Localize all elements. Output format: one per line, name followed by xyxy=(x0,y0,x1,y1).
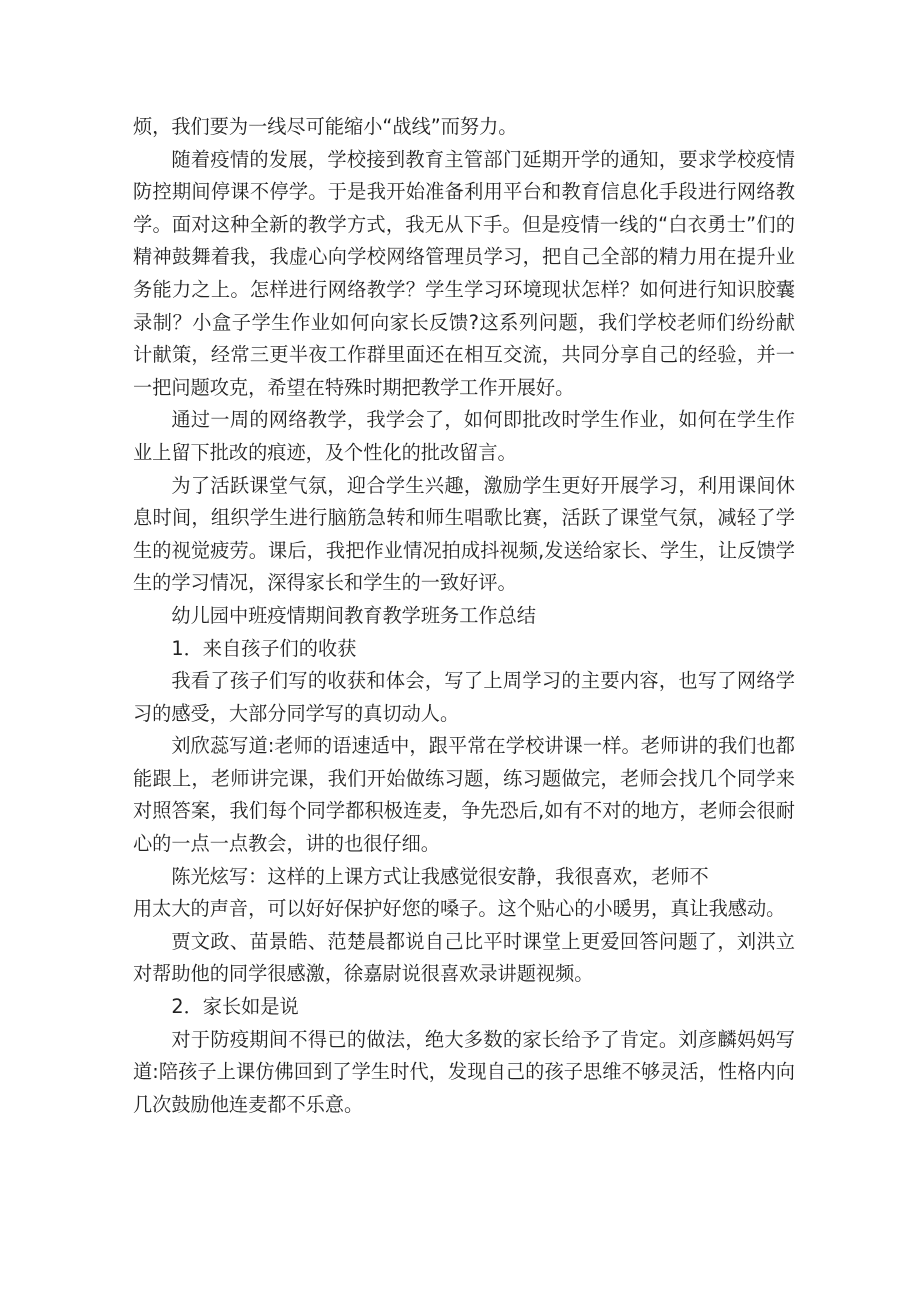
paragraph-5: 我看了孩子们写的收获和体会，写了上周学习的主要内容，也写了网络学习的感受，大部分同学写的真切动人。 xyxy=(133,669,795,725)
subheading-2: 2．家长如是说 xyxy=(171,995,299,1019)
paragraph-9: 贾文政、苗景皓、范楚晨都说自己比平时课堂上更爱回答问题了，刘洪立对帮助他的同学很感激，徐嘉尉说很喜欢录讲题视频。 xyxy=(133,929,795,986)
paragraph-2: 随着疫情的发展，学校接到教育主管部门延期开学的通知，要求学校疫情防控期间停课不停学。于是我开始准备利用平台和教育信息化手段进行网络教学。面对这种全新的教学方式，我无从下手。但是疫情一线的“白衣勇士”们的精神鼓舞着我，我虚心向学校网络管理员学习，把自己全部的精力用在提升业务能力之上。怎样进行网络教学？学生学习环境现状怎样？如何进行知识胶囊录制？小盒子学生作业如何向家长反馈?这系列问题，我们学校老师们纷纷献计献策，经常三更半夜工作群里面还在相互交流，共同分享自己的经验，并一一把问题攻克，希望在特殊时期把教学工作开展好。 xyxy=(133,147,795,399)
paragraph-4: 为了活跃课堂气氛，迎合学生兴趣，激励学生更好开展学习，利用课间休息时间，组织学生进行脑筋急转和师生唱歌比赛，活跃了课堂气氛，减轻了学生的视觉疲劳。课后，我把作业情况拍成抖视频,发送给家长、学生，让反馈学生的学习情况，深得家长和学生的一致好评。 xyxy=(133,473,795,595)
subheading-1: 1．来自孩子们的收获 xyxy=(171,636,357,660)
paragraph-3: 通过一周的网络教学，我学会了，如何即批改时学生作业，如何在学生作业上留下批改的痕迹，及个性化的批改留言。 xyxy=(133,408,795,464)
paragraph-1: 烦，我们要为一线尽可能缩小“战线”而努力。 xyxy=(133,115,518,138)
paragraph-7: 陈光炫写：这样的上课方式让我感觉很安静，我很喜欢，老师不 xyxy=(171,864,709,888)
paragraph-10: 对于防疫期间不得已的做法，绝大多数的家长给予了肯定。刘彦麟妈妈写道:陪孩子上课仿佛回到了学生时代，发现自己的孩子思维不够灵活，性格内向几次鼓励他连麦都不乐意。 xyxy=(133,1027,795,1116)
paragraph-8: 用太大的声音，可以好好保护好您的嗓子。这个贴心的小暖男，真让我感动。 xyxy=(133,897,786,921)
document-body xyxy=(133,111,795,1121)
section-title: 幼儿园中班疫情期间教育教学班务工作总结 xyxy=(171,603,536,627)
paragraph-6: 刘欣蕊写道:老师的语速适中，跟平常在学校讲课一样。老师讲的我们也都能跟上，老师讲完课，我们开始做练习题，练习题做完，老师会找几个同学来对照答案，我们每个同学都积极连麦，争先恐后,如有不对的地方，老师会很耐心的一点一点教会，讲的也很仔细。 xyxy=(133,734,795,856)
